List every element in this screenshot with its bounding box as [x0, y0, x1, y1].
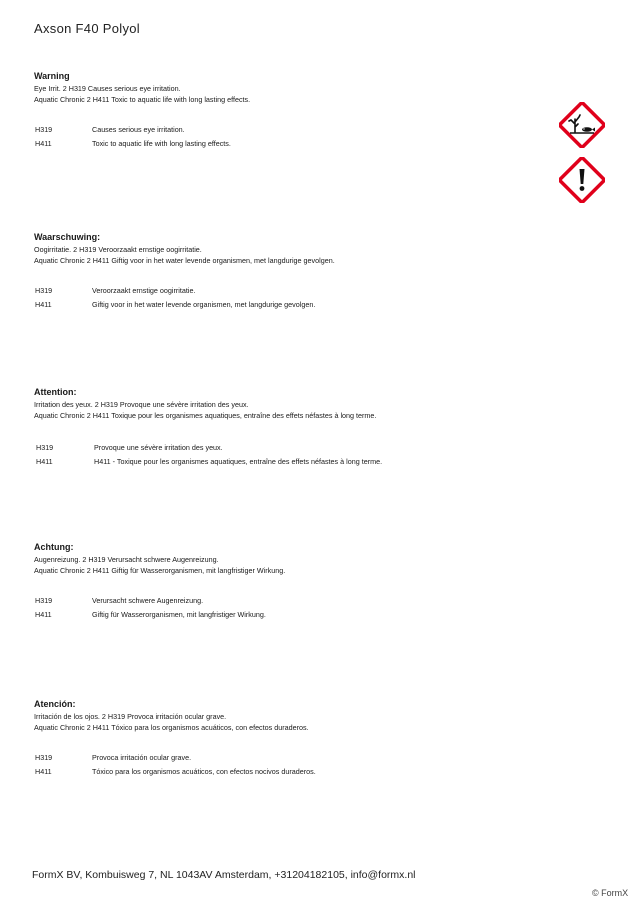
classification-line: Aquatic Chronic 2 H411 Toxique pour les organismes aquatiques, entraîne des effets néfastes à long terme. — [34, 411, 377, 420]
hazard-code: H319 — [35, 286, 53, 295]
hazard-statement-list — [34, 284, 594, 312]
hazard-statement-row — [34, 137, 594, 151]
hazard-statement-row — [34, 608, 594, 622]
hazard-statement-row — [34, 765, 594, 779]
hazard-text: Veroorzaakt ernstige oogirritatie. — [92, 286, 196, 295]
footer-contact: FormX BV, Kombuisweg 7, NL 1043AV Amsterdam, +31204182105, info@formx.nl — [32, 869, 416, 881]
copyright-notice: © FormX — [592, 888, 629, 898]
classification-line: Aquatic Chronic 2 H411 Giftig für Wasserorganismen, mit langfristiger Wirkung. — [34, 566, 286, 575]
classification-line: Irritación de los ojos. 2 H319 Provoca irritación ocular grave. — [34, 712, 227, 721]
hazard-statement-list — [34, 123, 594, 151]
hazard-statement-row — [34, 594, 594, 608]
section-spanish — [34, 699, 594, 779]
section-french — [34, 387, 594, 469]
section-heading: Warning — [34, 71, 70, 81]
classification-line: Augenreizung. 2 H319 Verursacht schwere Augenreizung. — [34, 555, 219, 564]
hazard-text: H411 - Toxique pour les organismes aquatiques, entraîne des effets néfastes à long terme. — [94, 457, 383, 466]
hazard-code: H411 — [35, 610, 52, 619]
hazard-code: H411 — [35, 139, 52, 148]
environment-hazard-icon — [559, 102, 605, 148]
classification-line: Aquatic Chronic 2 H411 Giftig voor in het water levende organismen, met langdurige gevolgen. — [34, 256, 335, 265]
hazard-code: H319 — [35, 125, 53, 134]
classification-line: Aquatic Chronic 2 H411 Toxic to aquatic life with long lasting effects. — [34, 95, 251, 104]
hazard-text: Tóxico para los organismos acuáticos, con efectos nocivos duraderos. — [92, 767, 316, 776]
hazard-text: Giftig voor in het water levende organismen, met langdurige gevolgen. — [92, 300, 316, 309]
classification-line: Irritation des yeux. 2 H319 Provoque une sévère irritation des yeux. — [34, 400, 249, 409]
hazard-code: H411 — [35, 300, 52, 309]
classification-line: Eye Irrit. 2 H319 Causes serious eye irritation. — [34, 84, 181, 93]
hazard-statement-list — [34, 594, 594, 622]
section-heading: Attention: — [34, 387, 77, 397]
hazard-text: Giftig für Wasserorganismen, mit langfristiger Wirkung. — [92, 610, 266, 619]
section-dutch — [34, 232, 594, 312]
classification-line: Oogirritatie. 2 H319 Veroorzaakt ernstige oogirritatie. — [34, 245, 202, 254]
hazard-text: Causes serious eye irritation. — [92, 125, 185, 134]
hazard-statement-row — [34, 455, 594, 469]
hazard-statement-row — [34, 751, 594, 765]
classification-line: Aquatic Chronic 2 H411 Tóxico para los organismos acuáticos, con efectos duraderos. — [34, 723, 309, 732]
hazard-statement-row — [34, 298, 594, 312]
hazard-text: Toxic to aquatic life with long lasting effects. — [92, 139, 231, 148]
section-heading: Waarschuwing: — [34, 232, 101, 242]
hazard-text: Provoque une sévère irritation des yeux. — [94, 443, 223, 452]
hazard-text: Provoca irritación ocular grave. — [92, 753, 192, 762]
hazard-statement-list — [34, 441, 594, 469]
section-german — [34, 542, 594, 622]
hazard-statement-row — [34, 123, 594, 137]
section-heading: Atención: — [34, 699, 76, 709]
exclamation-mark-icon — [559, 157, 605, 203]
hazard-statement-row — [34, 284, 594, 298]
hazard-code: H319 — [36, 443, 54, 452]
hazard-code: H411 — [36, 457, 53, 466]
hazard-text: Verursacht schwere Augenreizung. — [92, 596, 204, 605]
hazard-code: H319 — [35, 596, 53, 605]
hazard-statement-list — [34, 751, 594, 779]
section-heading: Achtung: — [34, 542, 74, 552]
hazard-statement-row — [34, 441, 594, 455]
document-title: Axson F40 Polyol — [34, 21, 140, 36]
hazard-code: H319 — [35, 753, 53, 762]
hazard-code: H411 — [35, 767, 52, 776]
section-english — [34, 71, 594, 151]
